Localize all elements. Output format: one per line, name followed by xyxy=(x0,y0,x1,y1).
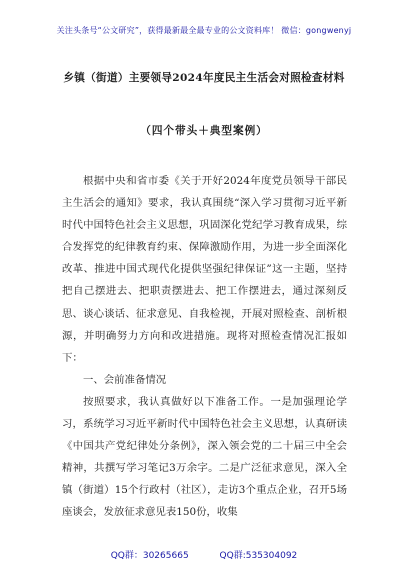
section-heading-preparation: 一、会前准备情况 xyxy=(83,373,167,386)
footer-qq-group-2: QQ群:535304092 xyxy=(219,551,298,561)
footer-qq-group-1: QQ群：30265665 xyxy=(110,551,189,561)
paragraph-preparation: 按照要求，我认真做好以下准备工作。一是加强理论学习，系统学习习近平新时代中国特色社会主义思想，认真研读《中国共产党纪律处分条例》，深入领会党的二十届三中全会精神，共撰写学习笔记3万余字。二是广泛征求意见，深入全镇（街道）15个行政村（社区），走访3个重点企业，召开5场座谈会，发放征求意见表150份，收集 xyxy=(62,395,347,519)
document-title: 乡镇（街道）主要领导2024年度民主生活会对照检查材料 xyxy=(63,72,345,84)
header-note: 关注头条号“公文研究”，获得最新最全最专业的公文资料库！ 微信：gongwenyj xyxy=(56,26,352,35)
document-subtitle: （四个带头＋典型案例） xyxy=(140,125,268,137)
paragraph-intro: 根据中央和省市委《关于开好2024年度党员领导干部民主生活会的通知》要求，我认真围绕“深入学习贯彻习近平新时代中国特色社会主义思想，巩固深化党纪学习教育成果，综合发挥党的纪律教育约束、保障激励作用，为进一步全面深化改革、推进中国式现代化提供坚强纪律保证”这一主题，坚持把自己摆进去、把职责摆进去、把工作摆进去，通过深刻反思、谈心谈话、征求意见、自我检视，开展对照检查、剖析根源，并明确努力方向和改进措施。现将对照检查情况汇报如下： xyxy=(62,175,347,364)
document-body xyxy=(62,170,347,524)
footer xyxy=(0,548,408,561)
